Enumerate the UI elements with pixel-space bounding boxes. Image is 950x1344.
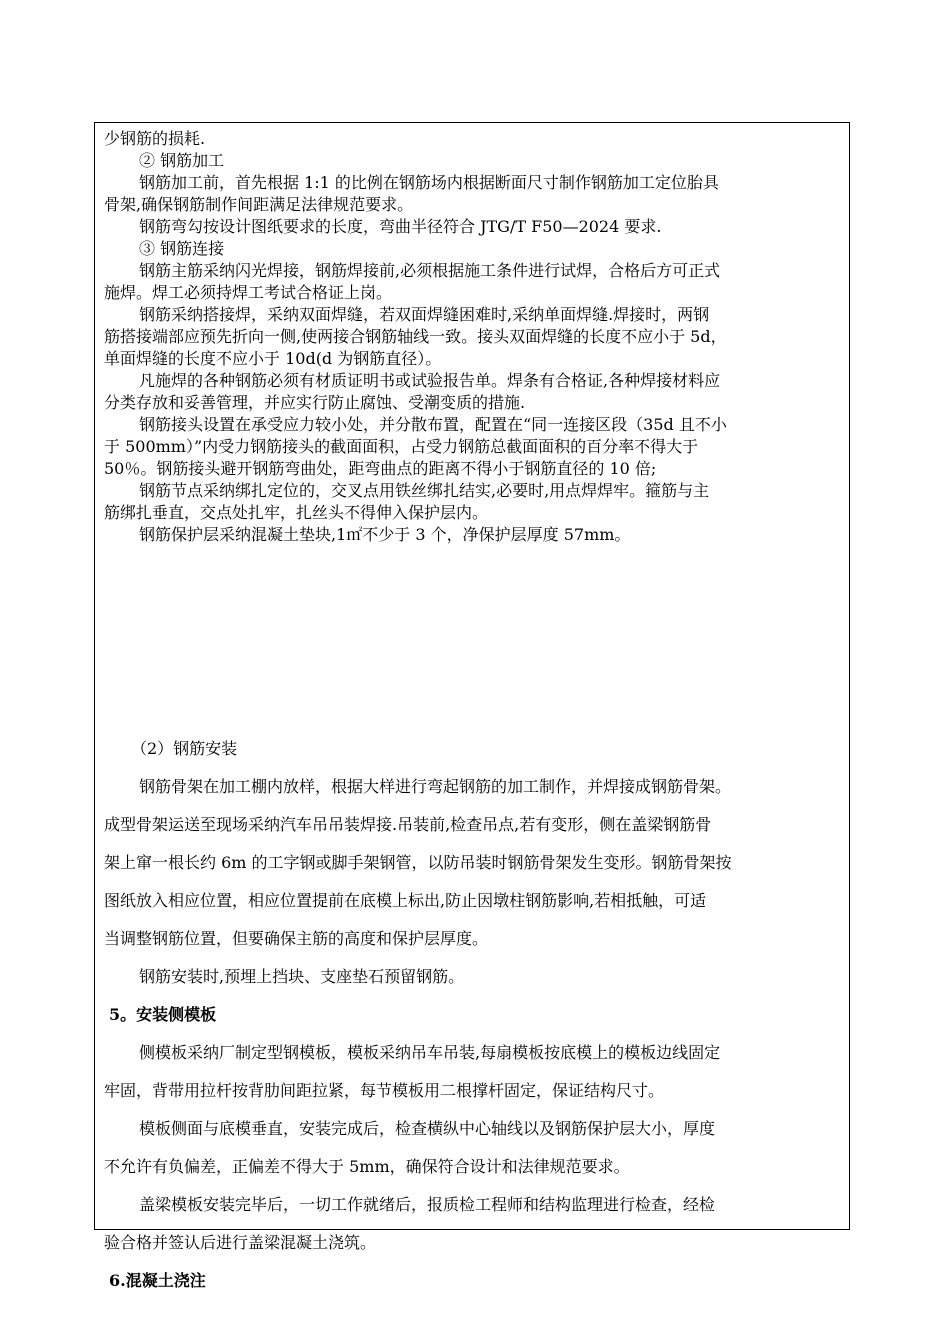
text-line: 于 500mm）”内受力钢筋接头的截面面积，占受力钢筋总截面面积的百分率不得大于 (104, 437, 699, 456)
subsection-heading: （2）钢筋安装 (131, 739, 238, 758)
text-line: 钢筋采纳搭接焊，采纳双面焊缝，若双面焊缝困难时,采纳单面焊缝.焊接时，两钢 (139, 305, 710, 324)
text-line: 成型骨架运送至现场采纳汽车吊吊装焊接.吊装前,检查吊点,若有变形，侧在盖梁钢筋骨 (104, 815, 712, 834)
text-line: 钢筋安装时,预埋上挡块、支座垫石预留钢筋。 (139, 967, 465, 986)
text-line: 钢筋节点采纳绑扎定位的，交叉点用铁丝绑扎结实,必要时,用点焊焊牢。箍筋与主 (139, 481, 710, 500)
dense-text-block (95, 128, 851, 546)
section-heading: 5。安装侧模板 (109, 1005, 217, 1024)
text-line: ③ 钢筋连接 (139, 239, 225, 258)
text-line: 筋搭接端部应预先折向一侧,使两接合钢筋轴线一致。接头双面焊缝的长度不应小于 5d， (104, 327, 727, 346)
text-line: 盖梁模板安装完毕后，一切工作就绪后，报质检工程师和结构监理进行检查，经检 (139, 1195, 716, 1214)
text-line: 钢筋接头设置在承受应力较小处，并分散布置，配置在“同一连接区段（35d 且不小 (139, 415, 727, 434)
text-line: 单面焊缝的长度不应小于 10d(d 为钢筋直径）。 (104, 349, 442, 368)
text-line: 施焊。焊工必须持焊工考试合格证上岗。 (104, 283, 393, 302)
text-line: 不允许有负偏差，正偏差不得大于 5mm，确保符合设计和法律规范要求。 (104, 1157, 630, 1176)
text-line: 筋绑扎垂直，交点处扎牢，扎丝头不得伸入保护层内。 (104, 503, 489, 522)
text-line: 牢固，背带用拉杆按背肋间距拉紧，每节模板用二根撑杆固定，保证结构尺寸。 (104, 1081, 665, 1100)
text-line: 50％。钢筋接头避开钢筋弯曲处，距弯曲点的距离不得小于钢筋直径的 10 倍; (104, 459, 657, 478)
text-line: 钢筋主筋采纳闪光焊接，钢筋焊接前,必须根据施工条件进行试焊，合格后方可正式 (139, 261, 721, 280)
text-line: 钢筋弯勾按设计图纸要求的长度，弯曲半径符合 JTG/T F50—2024 要求. (139, 217, 662, 236)
text-line: ② 钢筋加工 (139, 151, 225, 170)
section-heading: 6.混凝土浇注 (109, 1271, 206, 1290)
document-frame (94, 122, 850, 1290)
text-line: 验合格并签认后进行盖梁混凝土浇筑。 (104, 1233, 377, 1252)
text-line: 侧模板采纳厂制定型钢模板，模板采纳吊车吊装,每扇模板按底模上的模板边线固定 (139, 1043, 721, 1062)
text-line: 当调整钢筋位置，但要确保主筋的高度和保护层厚度。 (104, 929, 489, 948)
text-line: 钢筋骨架在加工棚内放样，根据大样进行弯起钢筋的加工制作，并焊接成钢筋骨架。 (139, 777, 732, 796)
text-line: 图纸放入相应位置，相应位置提前在底模上标出,防止因墩柱钢筋影响,若相抵触，可适 (104, 891, 707, 910)
text-line: 少钢筋的损耗. (104, 129, 206, 148)
text-line: 模板侧面与底模垂直，安装完成后，检查横纵中心轴线以及钢筋保护层大小，厚度 (139, 1119, 716, 1138)
text-line: 分类存放和妥善管理，并应实行防止腐蚀、受潮变质的措施. (104, 393, 526, 412)
text-line: 钢筋保护层采纳混凝土垫块,1㎡不少于 3 个，净保护层厚度 57mm。 (139, 525, 631, 544)
sparse-text-block (95, 730, 851, 1300)
text-line: 钢筋加工前，首先根据 1:1 的比例在钢筋场内根据断面尺寸制作钢筋加工定位胎具 (139, 173, 719, 192)
text-line: 架上窜一根长约 6m 的工字钢或脚手架钢管，以防吊装时钢筋骨架发生变形。钢筋骨架按 (104, 853, 732, 872)
text-line: 骨架,确保钢筋制作间距满足法律规范要求。 (104, 195, 414, 214)
text-line: 凡施焊的各种钢筋必须有材质证明书或试验报告单。焊条有合格证,各种焊接材料应 (139, 371, 721, 390)
